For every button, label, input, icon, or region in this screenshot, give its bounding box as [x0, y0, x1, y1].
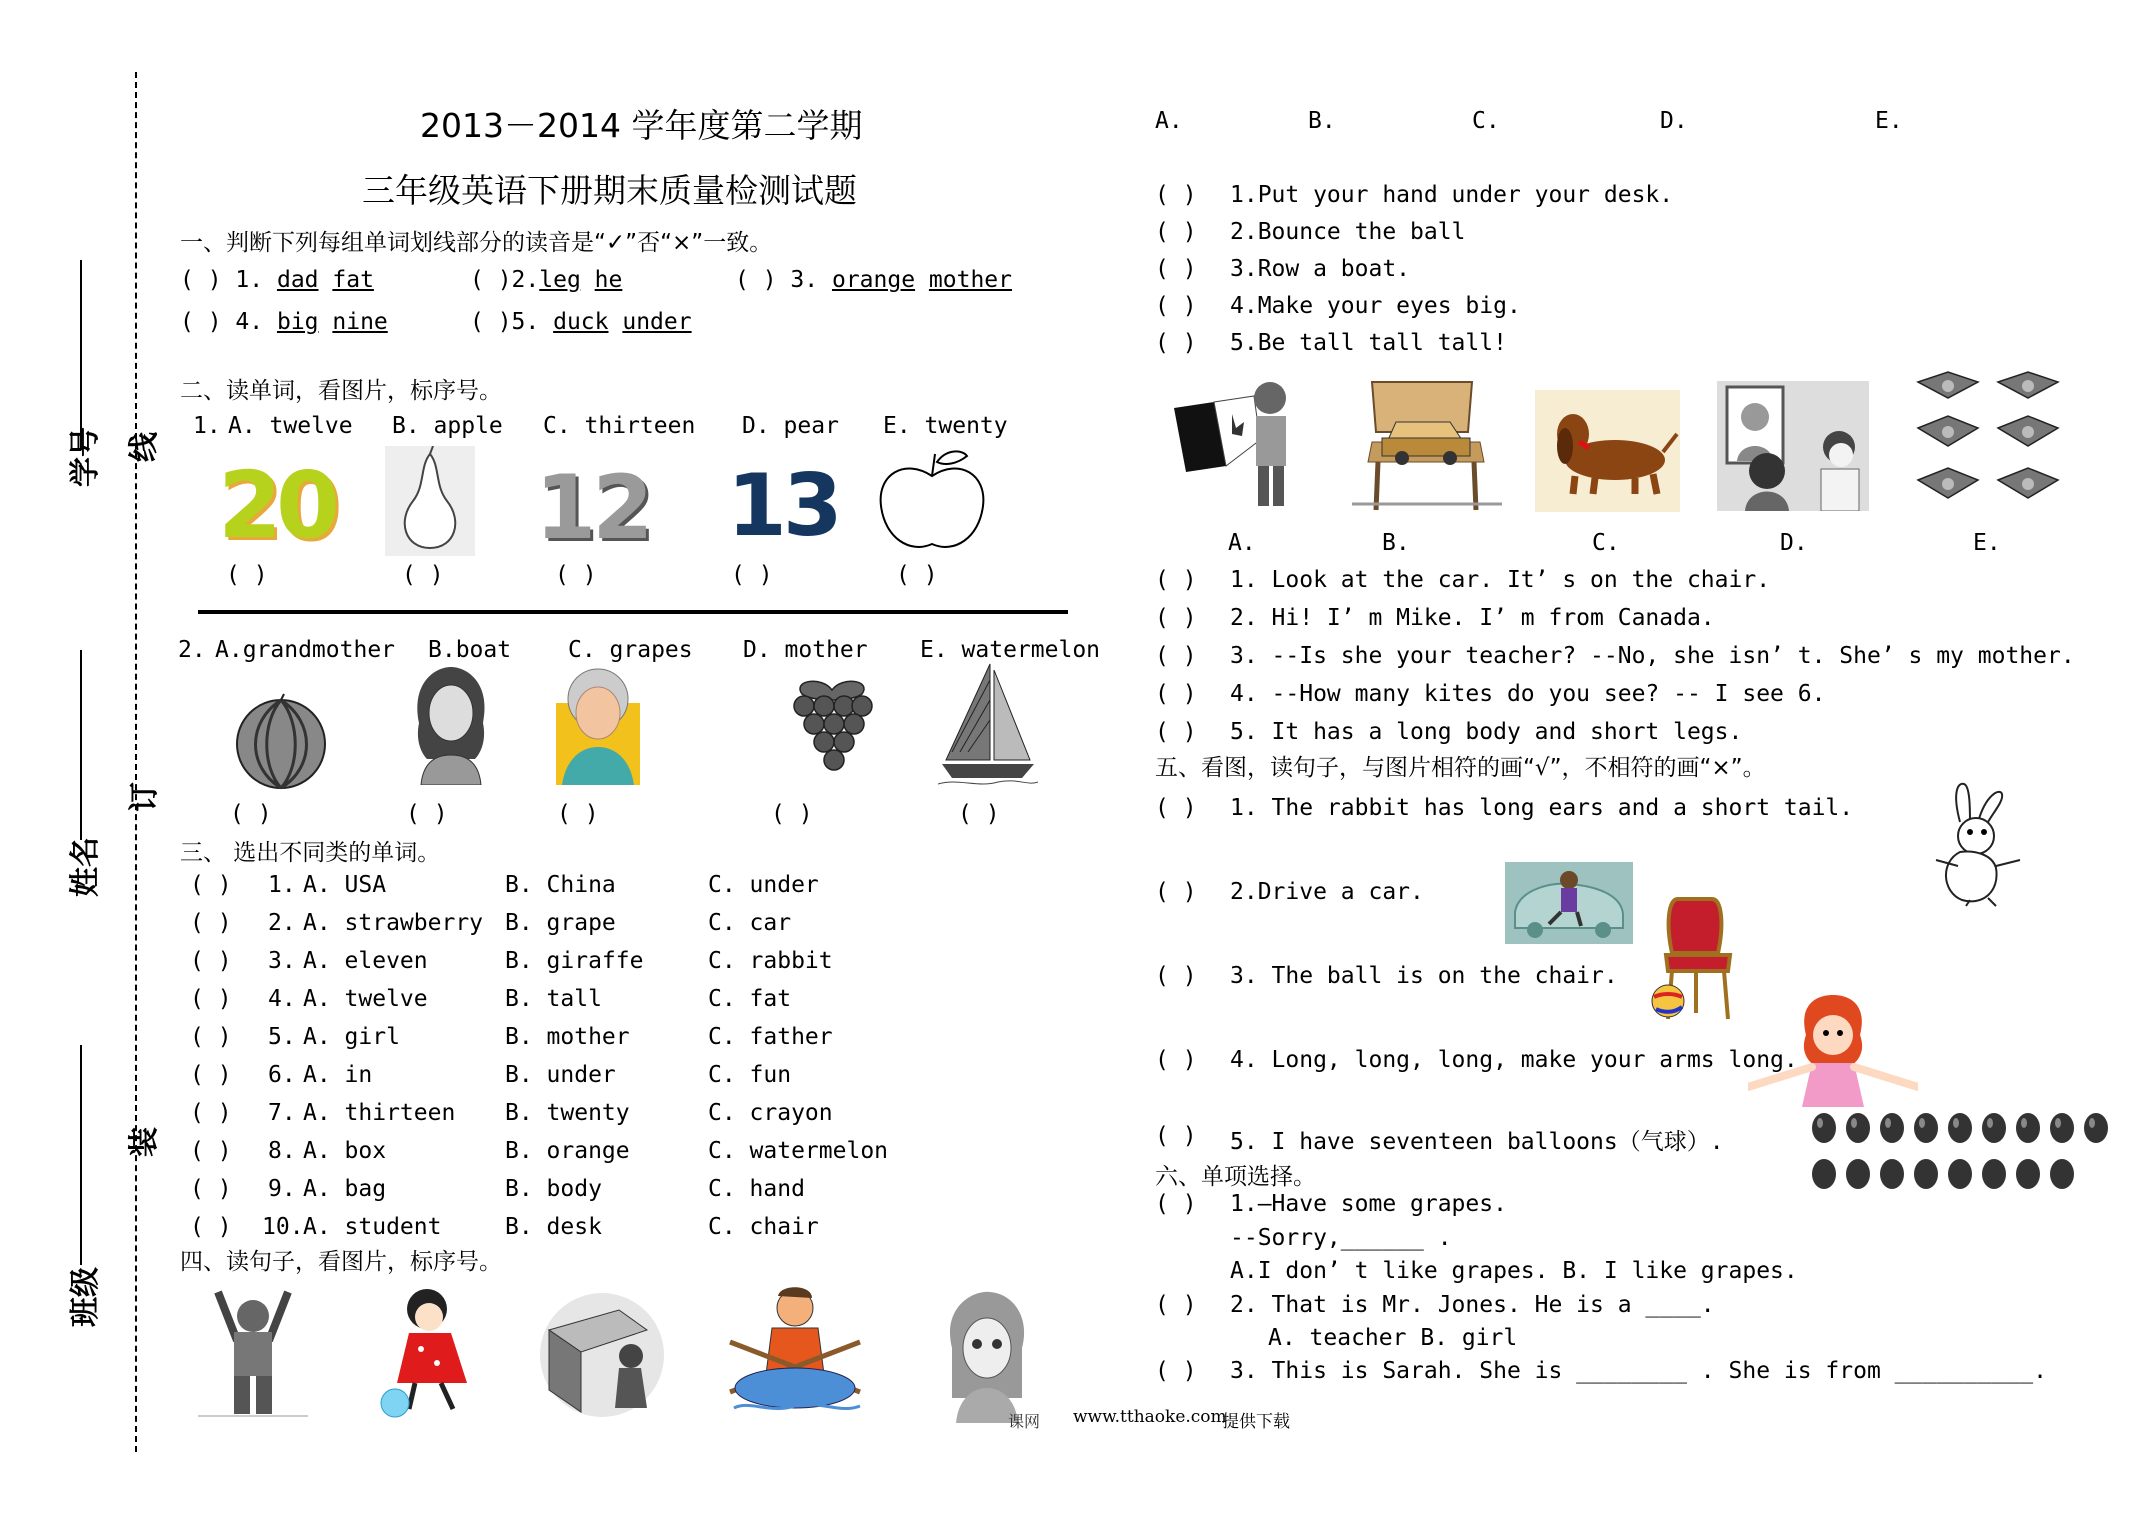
s6-q3: 3. This is Sarah. She is ________ . She is from __________.: [1230, 1358, 2047, 1384]
s6-q2-options: A. teacher B. girl: [1268, 1325, 1518, 1351]
s3-option-c: C. father: [708, 1024, 833, 1050]
s3-answer-blank[interactable]: ( ): [190, 1100, 232, 1126]
s4-letter-d: D.: [1660, 108, 1688, 134]
group-divider: [198, 610, 1068, 614]
s3-option-b: B. twenty: [505, 1100, 630, 1126]
grandmother-picture: [552, 663, 644, 785]
xuehao-label: 学号: [68, 427, 103, 487]
s4-letter-b: B.: [1308, 108, 1336, 134]
s5-question-text: 1. The rabbit has long ears and a short tail.: [1230, 795, 1854, 821]
s3-option-c: C. fat: [708, 986, 792, 1012]
mother-picture: [405, 663, 497, 785]
binding-dashed-line: [135, 72, 137, 1452]
dog-picture: [1535, 390, 1680, 512]
s3-item-number: 4.: [268, 986, 296, 1012]
grapes-picture: [782, 676, 882, 772]
s2-g1-word-a: A. twelve: [228, 413, 353, 439]
apple-picture: [875, 446, 990, 556]
s2-g1-num: 1.: [193, 413, 221, 439]
s3-option-b: B. giraffe: [505, 948, 644, 974]
s6-q3-blank[interactable]: ( ): [1155, 1358, 1197, 1384]
section4-heading: 四、读句子，看图片，标序号。: [180, 1249, 502, 1275]
s6-q1-blank[interactable]: ( ): [1155, 1191, 1197, 1217]
number-12-picture: 12: [535, 456, 650, 559]
s3-option-b: B. desk: [505, 1214, 602, 1240]
exam-year-title: 2013－2014 学年度第二学期: [420, 106, 863, 145]
xian-label: 线: [127, 432, 162, 462]
s4-q2-blank[interactable]: ( ): [1155, 681, 1197, 707]
s3-answer-blank[interactable]: ( ): [190, 1214, 232, 1240]
s3-item-number: 10.: [262, 1214, 304, 1240]
s5-answer-blank[interactable]: ( ): [1155, 879, 1197, 905]
section2-heading: 二、读单词，看图片，标序号。: [180, 378, 502, 404]
s2-g2-word-d: D. mother: [743, 637, 868, 663]
s3-option-a: A. twelve: [303, 986, 428, 1012]
s1-q4: ( ) 4. big nine: [180, 309, 388, 335]
s6-q2-blank[interactable]: ( ): [1155, 1292, 1197, 1318]
s4-q1-text: 1.Put your hand under your desk.: [1230, 182, 1674, 208]
s5-answer-blank[interactable]: ( ): [1155, 795, 1197, 821]
s3-option-a: A. strawberry: [303, 910, 484, 936]
s3-item-number: 2.: [268, 910, 296, 936]
section3-heading: 三、 选出不同类的单词。: [180, 840, 441, 866]
s3-option-c: C. watermelon: [708, 1138, 889, 1164]
balloons-picture: [1810, 1110, 2110, 1195]
footer-provider: 提供下载: [1222, 1412, 1290, 1432]
s3-option-c: C. fun: [708, 1062, 792, 1088]
s3-option-a: A. eleven: [303, 948, 428, 974]
s4-letter-e: E.: [1875, 108, 1903, 134]
zhuang-label: 装: [127, 1127, 162, 1157]
s5-question-text: 4. Long, long, long, make your arms long.: [1230, 1047, 1798, 1073]
s2-g2-blank-2[interactable]: ( ): [406, 801, 448, 827]
s4-q1-text: 3.Row a boat.: [1230, 256, 1411, 282]
rabbit-picture: [1930, 782, 2025, 907]
s3-option-c: C. chair: [708, 1214, 819, 1240]
s4b-letter-a: A.: [1228, 530, 1256, 556]
number-20-picture: 20: [218, 452, 335, 559]
s4-q1-text: 4.Make your eyes big.: [1230, 293, 1521, 319]
s3-option-b: B. grape: [505, 910, 616, 936]
s1-q1: ( ) 1. dad fat: [180, 267, 374, 293]
s3-item-number: 7.: [268, 1100, 296, 1126]
s4-q2-text: 5. It has a long body and short legs.: [1230, 719, 1743, 745]
pear-picture: [385, 446, 475, 556]
s2-g1-word-e: E. twenty: [883, 413, 1008, 439]
s3-item-number: 1.: [268, 872, 296, 898]
girl-arms-long-picture: [1748, 995, 1918, 1107]
s3-answer-blank[interactable]: ( ): [190, 1062, 232, 1088]
s3-option-b: B. under: [505, 1062, 616, 1088]
s2-g2-word-c: C. grapes: [568, 637, 693, 663]
s4b-letter-e: E.: [1973, 530, 2001, 556]
s3-answer-blank[interactable]: ( ): [190, 872, 232, 898]
xuehao-blank: [80, 260, 82, 450]
s3-answer-blank[interactable]: ( ): [190, 910, 232, 936]
girl-big-eyes-picture: [932, 1288, 1042, 1423]
s4-q2-text: 1. Look at the car. It’ s on the chair.: [1230, 567, 1771, 593]
s4-q2-blank[interactable]: ( ): [1155, 643, 1197, 669]
s3-option-a: A. bag: [303, 1176, 387, 1202]
s3-option-a: A. in: [303, 1062, 373, 1088]
s1-q3: ( ) 3. orange mother: [735, 267, 1013, 293]
s4-q2-blank[interactable]: ( ): [1155, 567, 1197, 593]
s3-answer-blank[interactable]: ( ): [190, 1176, 232, 1202]
s3-option-b: B. mother: [505, 1024, 630, 1050]
girl-arms-up-picture: [198, 1288, 308, 1418]
s3-option-a: A. box: [303, 1138, 387, 1164]
section6-heading: 六、单项选择。: [1155, 1164, 1316, 1190]
s3-answer-blank[interactable]: ( ): [190, 986, 232, 1012]
s2-g1-blank-1[interactable]: ( ): [226, 562, 268, 588]
footer-watermark: 课网: [1008, 1412, 1041, 1431]
s6-q1: 1.—Have some grapes.: [1230, 1191, 1507, 1217]
boy-driving-car-picture: [1505, 862, 1633, 944]
s4-q2-text: 4. --How many kites do you see? -- I see 6.: [1230, 681, 1826, 707]
xingming-label: 姓名: [68, 837, 103, 897]
s5-question-text: 3. The ball is on the chair.: [1230, 963, 1618, 989]
s5-answer-blank[interactable]: ( ): [1155, 1123, 1197, 1149]
s4b-letter-b: B.: [1382, 530, 1410, 556]
s4b-letter-d: D.: [1780, 530, 1808, 556]
section5-heading: 五、看图，读句子，与图片相符的画“√”，不相符的画“×”。: [1155, 755, 1766, 781]
s2-g1-blank-3[interactable]: ( ): [555, 562, 597, 588]
s3-option-b: B. orange: [505, 1138, 630, 1164]
s2-g1-blank-4[interactable]: ( ): [731, 562, 773, 588]
ball-on-chair-picture: [1648, 895, 1743, 1023]
s1-q2: ( )2.leg he: [470, 267, 623, 293]
s2-g1-word-b: B. apple: [392, 413, 503, 439]
kites-picture: [1908, 368, 2068, 516]
s3-option-a: A. thirteen: [303, 1100, 456, 1126]
s4-q1-blank[interactable]: ( ): [1155, 330, 1197, 356]
s3-option-b: B. body: [505, 1176, 602, 1202]
s6-q2: 2. That is Mr. Jones. He is a ____.: [1230, 1292, 1715, 1318]
s4b-letter-c: C.: [1592, 530, 1620, 556]
s3-option-b: B. China: [505, 872, 616, 898]
s4-q1-blank[interactable]: ( ): [1155, 256, 1197, 282]
s3-option-c: C. rabbit: [708, 948, 833, 974]
s3-option-b: B. tall: [505, 986, 602, 1012]
s2-g1-blank-5[interactable]: ( ): [896, 562, 938, 588]
s2-g2-blank-3[interactable]: ( ): [557, 801, 599, 827]
number-13-picture: 13: [727, 456, 839, 556]
car-on-chair-picture: [1352, 378, 1502, 513]
s4-q1-blank[interactable]: ( ): [1155, 182, 1197, 208]
s4-q2-text: 3. --Is she your teacher? --No, she isn’ t. She’ s my mother.: [1230, 643, 2075, 669]
boy-rowing-boat-picture: [720, 1282, 870, 1422]
s3-answer-blank[interactable]: ( ): [190, 1138, 232, 1164]
boy-under-desk-picture: [535, 1290, 670, 1420]
s4-q2-blank[interactable]: ( ): [1155, 719, 1197, 745]
s3-option-c: C. hand: [708, 1176, 805, 1202]
s3-option-c: C. car: [708, 910, 792, 936]
boy-canada-flag-picture: [1170, 378, 1310, 508]
s2-g1-blank-2[interactable]: ( ): [402, 562, 444, 588]
s1-q5: ( )5. duck under: [470, 309, 692, 335]
exam-title: 三年级英语下册期末质量检测试题: [362, 171, 857, 210]
s2-g2-blank-5[interactable]: ( ): [958, 801, 1000, 827]
s3-answer-blank[interactable]: ( ): [190, 948, 232, 974]
girl-bouncing-ball-picture: [375, 1283, 490, 1421]
s5-answer-blank[interactable]: ( ): [1155, 963, 1197, 989]
s2-g2-num: 2.: [178, 637, 206, 663]
s3-item-number: 9.: [268, 1176, 296, 1202]
s4-q1-text: 2.Bounce the ball: [1230, 219, 1466, 245]
s2-g2-word-e: E. watermelon: [920, 637, 1101, 663]
s5-answer-blank[interactable]: ( ): [1155, 1047, 1197, 1073]
watermelon-picture: [232, 692, 330, 790]
s2-g2-word-a: A.grandmother: [215, 637, 396, 663]
s4-letter-c: C.: [1472, 108, 1500, 134]
s4-q1-blank[interactable]: ( ): [1155, 293, 1197, 319]
s4-q1-blank[interactable]: ( ): [1155, 219, 1197, 245]
s3-item-number: 8.: [268, 1138, 296, 1164]
s2-g2-word-b: B.boat: [428, 637, 512, 663]
s6-q1-options: A.I don’ t like grapes. B. I like grapes.: [1230, 1258, 1798, 1284]
s4-letter-a: A.: [1155, 108, 1183, 134]
s2-g1-word-d: D. pear: [742, 413, 839, 439]
banji-label: 班级: [68, 1267, 103, 1327]
s3-option-a: A. USA: [303, 872, 387, 898]
boat-picture: [938, 660, 1038, 788]
s5-question-text: 5. I have seventeen balloons（气球）.: [1230, 1129, 1724, 1155]
s3-item-number: 3.: [268, 948, 296, 974]
s3-item-number: 6.: [268, 1062, 296, 1088]
s3-item-number: 5.: [268, 1024, 296, 1050]
s3-option-c: C. under: [708, 872, 819, 898]
s3-option-a: A. student: [303, 1214, 442, 1240]
s3-answer-blank[interactable]: ( ): [190, 1024, 232, 1050]
footer-site: www.tthaoke.com: [1073, 1407, 1227, 1427]
xingming-blank: [80, 650, 82, 840]
s2-g2-blank-1[interactable]: ( ): [230, 801, 272, 827]
s5-question-text: 2.Drive a car.: [1230, 879, 1424, 905]
s2-g1-word-c: C. thirteen: [543, 413, 696, 439]
s4-q2-blank[interactable]: ( ): [1155, 605, 1197, 631]
s4-q2-text: 2. Hi! I’ m Mike. I’ m from Canada.: [1230, 605, 1715, 631]
s3-option-c: C. crayon: [708, 1100, 833, 1126]
section1-heading: 一、判断下列每组单词划线部分的读音是“✓”否“×”一致。: [180, 230, 773, 256]
teacher-mother-picture: [1717, 381, 1869, 511]
s4-q1-text: 5.Be tall tall tall!: [1230, 330, 1507, 356]
s6-q1-response: --Sorry,______ .: [1230, 1225, 1452, 1251]
banji-blank: [80, 1045, 82, 1265]
s2-g2-blank-4[interactable]: ( ): [771, 801, 813, 827]
ding-label: 订: [127, 782, 162, 812]
s3-option-a: A. girl: [303, 1024, 400, 1050]
